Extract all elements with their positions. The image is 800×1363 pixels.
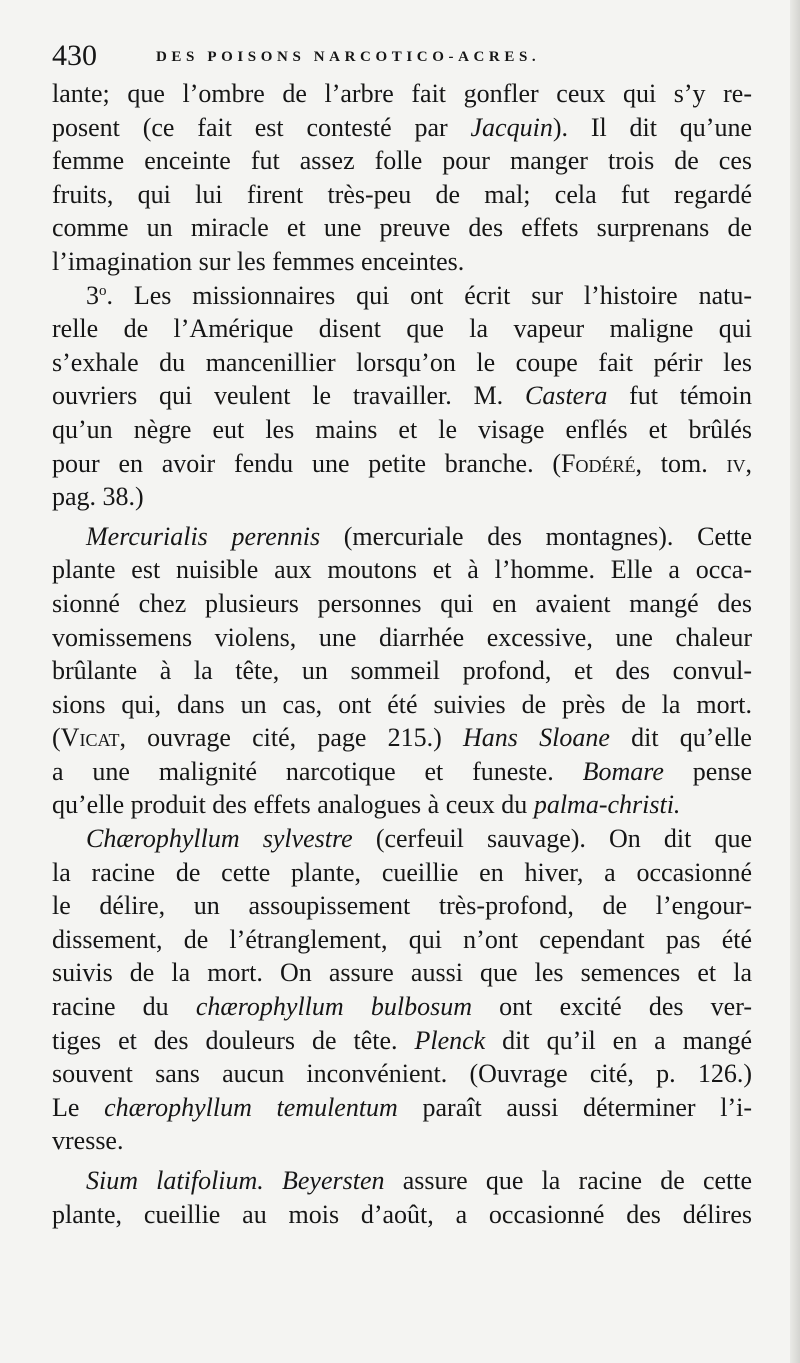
- text-line: [52, 312, 752, 346]
- running-title: DES POISONS NARCOTICO-ACRES.: [156, 49, 541, 65]
- text-run: ouvriers qui veulent le travailler. M.: [52, 381, 525, 411]
- italic-text: Plenck: [414, 1025, 486, 1055]
- small-caps-text: Vicat: [60, 723, 120, 753]
- text-line: [52, 788, 752, 822]
- text-line: [52, 211, 752, 245]
- text-line: [52, 1091, 752, 1125]
- text-run: relle de l’Amérique disent que la vapeur maligne qui: [52, 314, 752, 344]
- page-edge-shadow: [790, 0, 800, 1363]
- text-run: a une malignité narcotique et funeste.: [52, 756, 583, 786]
- text-run: suivis de la mort. On assure aussi que les semences et la: [52, 958, 752, 988]
- italic-text: Beyersten: [282, 1166, 385, 1195]
- italic-text: Sium latifolium.: [86, 1166, 264, 1195]
- text-run: ). Il dit qu’une: [552, 112, 752, 142]
- text-line: [52, 856, 752, 890]
- text-line: [52, 822, 752, 856]
- text-line: [52, 688, 752, 722]
- text-line: [52, 1198, 752, 1232]
- text-run: (: [52, 723, 61, 753]
- italic-text: Jacquin: [470, 112, 553, 142]
- text-run: paraît aussi déterminer l’i-: [397, 1092, 752, 1122]
- page-header: [52, 36, 752, 76]
- text-run: assure que la racine de cette: [384, 1166, 752, 1195]
- italic-text: Mercurialis perennis: [86, 521, 321, 551]
- text-run: fruits, qui lui firent très-peu de mal; cela fut regardé: [52, 179, 752, 209]
- text-line: [52, 956, 752, 990]
- text-run: tiges et des douleurs de tête.: [52, 1025, 415, 1055]
- text-run: comme un miracle et une preuve des effets surprenans de: [52, 213, 752, 243]
- text-run: lante; que l’ombre de l’arbre fait gonfler ceux qui s’y re-: [52, 79, 752, 108]
- text-run: la racine de cette plante, cueillie en hiver, a occasionné: [52, 857, 752, 887]
- text-line: [52, 1057, 752, 1091]
- small-caps-text: Fodéré: [561, 448, 636, 478]
- text-line: [52, 621, 752, 655]
- text-line: [52, 480, 752, 514]
- text-run: vomissemens violens, une diarrhée excessive, une chaleur: [52, 622, 752, 652]
- text-run: sions qui, dans un cas, ont été suivies de près de la mort.: [52, 689, 752, 719]
- text-run: ont excité des ver-: [471, 992, 752, 1022]
- text-run: plante, cueillie au mois d’août, a occasionné des délires: [52, 1199, 752, 1229]
- text-run: s’exhale du mancenillier lorsqu’on le coupe fait périr les: [52, 347, 752, 377]
- text-line: [52, 520, 752, 554]
- italic-text: chærophyllum temulentum: [104, 1092, 398, 1122]
- text-run: sionné chez plusieurs personnes qui en avaient mangé des: [52, 588, 752, 618]
- text-line: [52, 587, 752, 621]
- text-run: l’imagination sur les femmes enceintes.: [52, 246, 465, 276]
- text-line: [52, 144, 752, 178]
- italic-text: Bomare: [582, 756, 664, 786]
- text-run: (cerfeuil sauvage). On dit que: [352, 824, 752, 854]
- italic-text: chærophyllum bulbosum: [195, 992, 472, 1022]
- text-line: [52, 379, 752, 413]
- text-line: [52, 923, 752, 957]
- italic-text: Hans Sloane: [463, 723, 610, 753]
- text-line: [52, 654, 752, 688]
- text-line: [52, 1164, 752, 1198]
- text-line: [52, 889, 752, 923]
- text-run: vresse.: [52, 1126, 124, 1156]
- page-number: 430: [52, 39, 97, 72]
- superscript-text: o: [99, 282, 107, 299]
- text-line: [52, 755, 752, 789]
- text-line: [52, 245, 752, 279]
- text-run: pag. 38.): [52, 482, 144, 512]
- text-line: [52, 447, 752, 481]
- italic-text: Castera: [524, 381, 608, 411]
- text-run: dit qu’il en a mangé: [485, 1025, 752, 1055]
- text-run: plante est nuisible aux moutons et à l’homme. Elle a occa-: [52, 555, 752, 585]
- text-run: femme enceinte fut assez folle pour manger trois de ces: [52, 146, 752, 176]
- text-line: [52, 111, 752, 145]
- text-run: brûlante à la tête, un sommeil profond, et des convul-: [52, 656, 752, 686]
- text-run: pour en avoir fendu une petite branche. (: [52, 448, 562, 478]
- text-line: [52, 553, 752, 587]
- text-line: [52, 1024, 752, 1058]
- text-line: [52, 1124, 752, 1158]
- text-run: [264, 1166, 282, 1195]
- text-line: [52, 279, 752, 313]
- text-run: Le: [52, 1092, 105, 1122]
- text-run: fut témoin: [607, 381, 752, 411]
- text-run: (mercuriale des montagnes). Cette: [320, 521, 752, 551]
- text-run: souvent sans aucun inconvénient. (Ouvrage cité, p. 126.): [52, 1059, 752, 1089]
- text-line: [52, 77, 752, 111]
- text-run: , ouvrage cité, page 215.): [119, 723, 464, 753]
- text-line: [52, 721, 752, 755]
- text-run: le délire, un assoupissement très-profond, de l’engour-: [52, 891, 752, 921]
- text-line: [52, 990, 752, 1024]
- text-line: [52, 413, 752, 447]
- text-run: posent (ce fait est contesté par: [52, 112, 471, 142]
- text-run: racine du: [52, 992, 196, 1022]
- text-run: , tom.: [635, 448, 727, 478]
- text-run: . Les missionnaires qui ont écrit sur l’histoire natu-: [106, 280, 752, 310]
- small-caps-text: iv: [726, 448, 746, 478]
- text-line: [52, 346, 752, 380]
- text-run: pense: [663, 756, 752, 786]
- text-run: qu’elle produit des effets analogues à ceux du: [52, 790, 534, 820]
- italic-text: Chærophyllum sylvestre: [86, 824, 353, 854]
- body-text: [52, 77, 752, 1231]
- italic-text: palma-christi.: [533, 790, 681, 820]
- text-run: dissement, de l’étranglement, qui n’ont cependant pas été: [52, 924, 752, 954]
- text-run: 3: [86, 280, 99, 310]
- text-run: qu’un nègre eut les mains et le visage enflés et brûlés: [52, 414, 752, 444]
- text-run: dit qu’elle: [609, 723, 752, 753]
- text-line: [52, 178, 752, 212]
- text-run: ,: [745, 448, 752, 478]
